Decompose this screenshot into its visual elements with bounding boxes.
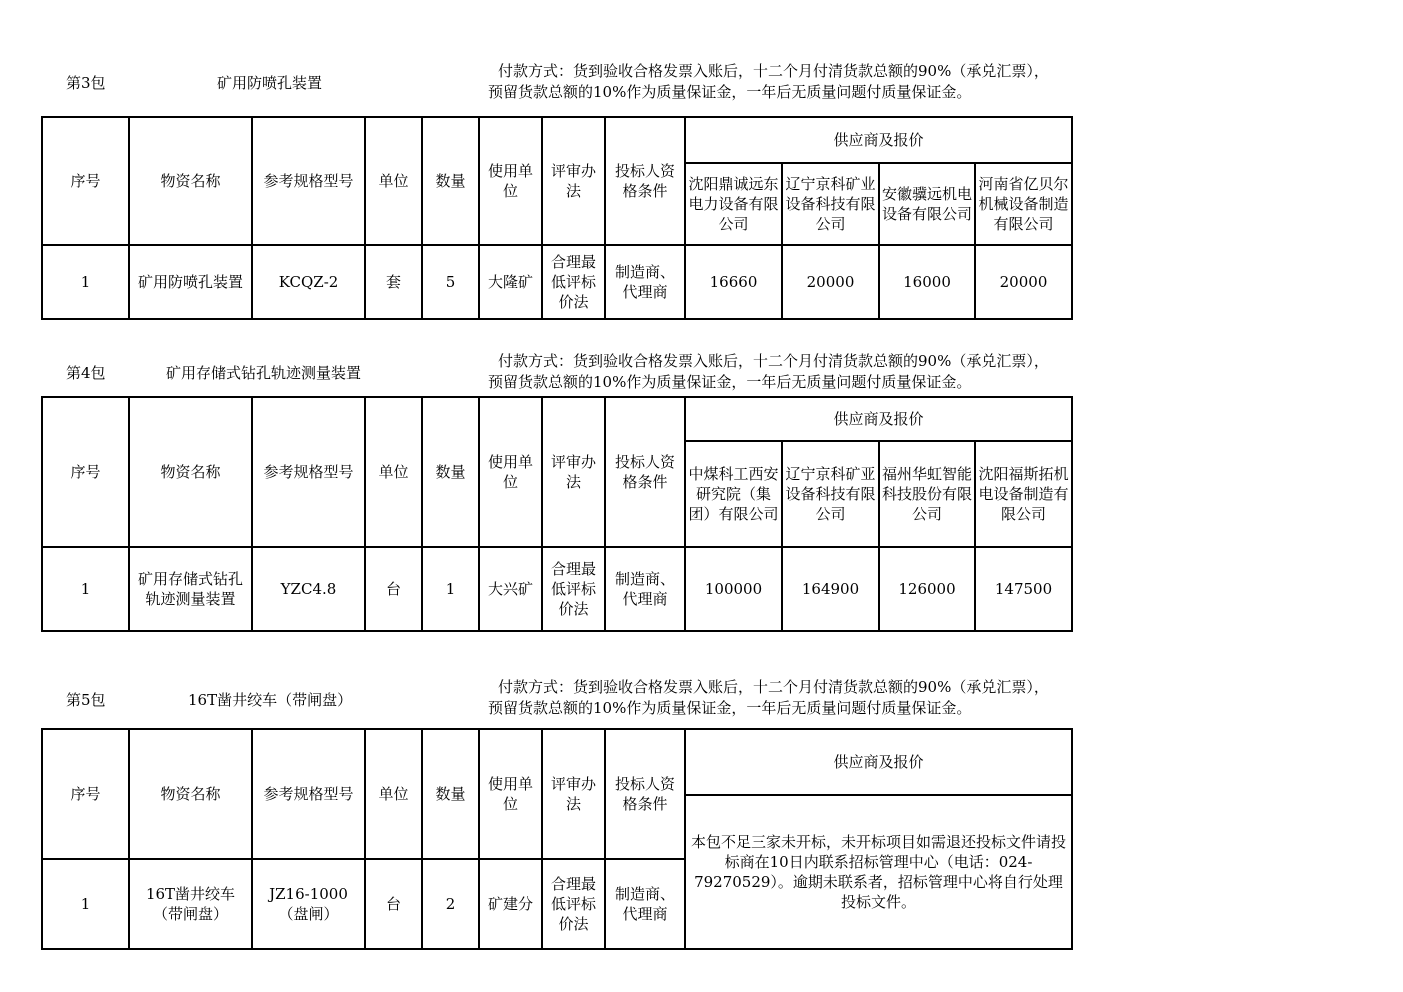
header-seq: 序号 <box>42 397 129 547</box>
cell-price: 16660 <box>685 245 782 319</box>
cell-qty: 2 <box>422 859 479 949</box>
package-table <box>41 116 1073 320</box>
header-supplier: 供应商及报价 <box>685 397 1072 441</box>
payment-terms: 付款方式：货到验收合格发票入账后，十二个月付清货款总额的90%（承兑汇票），预留货款总额的10%作为质量保证金，一年后无质量问题付质量保证金。 <box>488 678 1049 717</box>
header-method: 评审办法 <box>542 117 605 245</box>
package-number: 第3包 <box>66 74 106 92</box>
table-row <box>42 547 1072 631</box>
package-number: 第4包 <box>66 364 106 382</box>
cell-unit: 套 <box>365 245 422 319</box>
cell-qty: 1 <box>422 547 479 631</box>
header-user: 使用单位 <box>479 397 542 547</box>
cell-method: 合理最低评标价法 <box>542 859 605 949</box>
header-name: 物资名称 <box>129 397 252 547</box>
cell-unit: 台 <box>365 859 422 949</box>
supplier-name: 福州华虹智能科技股份有限公司 <box>879 441 975 547</box>
cell-price: 147500 <box>975 547 1072 631</box>
cell-qualification: 制造商、代理商 <box>605 859 685 949</box>
package-table <box>41 728 1073 950</box>
supplier-name: 辽宁京科矿亚设备科技有限公司 <box>782 441 879 547</box>
supplier-name: 河南省亿贝尔机械设备制造有限公司 <box>975 163 1072 245</box>
cell-spec: KCQZ-2 <box>252 245 365 319</box>
header-qualification: 投标人资格条件 <box>605 397 685 547</box>
cell-qualification: 制造商、代理商 <box>605 245 685 319</box>
cell-price: 20000 <box>975 245 1072 319</box>
cell-method: 合理最低评标价法 <box>542 245 605 319</box>
header-supplier: 供应商及报价 <box>685 117 1072 163</box>
header-unit: 单位 <box>365 117 422 245</box>
header-supplier: 供应商及报价 <box>685 729 1072 795</box>
cell-user: 矿建分 <box>479 859 542 949</box>
header-qualification: 投标人资格条件 <box>605 729 685 859</box>
cell-qualification: 制造商、代理商 <box>605 547 685 631</box>
supplier-name: 沈阳福斯拓机电设备制造有限公司 <box>975 441 1072 547</box>
payment-terms: 付款方式：货到验收合格发票入账后，十二个月付清货款总额的90%（承兑汇票），预留货款总额的10%作为质量保证金，一年后无质量问题付质量保证金。 <box>488 62 1049 101</box>
cell-price: 16000 <box>879 245 975 319</box>
cell-unit: 台 <box>365 547 422 631</box>
cell-user: 大隆矿 <box>479 245 542 319</box>
cell-price: 100000 <box>685 547 782 631</box>
cell-price: 20000 <box>782 245 879 319</box>
header-spec: 参考规格型号 <box>252 729 365 859</box>
cell-seq: 1 <box>42 547 129 631</box>
header-unit: 单位 <box>365 397 422 547</box>
package-title: 矿用防喷孔装置 <box>217 74 323 92</box>
cell-name: 矿用存储式钻孔轨迹测量装置 <box>129 547 252 631</box>
package-table <box>41 396 1073 632</box>
cell-price: 164900 <box>782 547 879 631</box>
supplier-name: 中煤科工西安研究院（集团）有限公司 <box>685 441 782 547</box>
cell-name: 矿用防喷孔装置 <box>129 245 252 319</box>
package-number: 第5包 <box>66 691 106 709</box>
payment-terms: 付款方式：货到验收合格发票入账后，十二个月付清货款总额的90%（承兑汇票），预留货款总额的10%作为质量保证金，一年后无质量问题付质量保证金。 <box>488 352 1049 391</box>
header-user: 使用单位 <box>479 729 542 859</box>
header-qty: 数量 <box>422 397 479 547</box>
cell-seq: 1 <box>42 245 129 319</box>
table-row <box>42 245 1072 319</box>
cell-qty: 5 <box>422 245 479 319</box>
cell-user: 大兴矿 <box>479 547 542 631</box>
package-title: 16T凿井绞车（带闸盘） <box>188 691 353 709</box>
header-method: 评审办法 <box>542 729 605 859</box>
supplier-name: 沈阳鼎诚远东电力设备有限公司 <box>685 163 782 245</box>
cell-method: 合理最低评标价法 <box>542 547 605 631</box>
header-name: 物资名称 <box>129 729 252 859</box>
header-unit: 单位 <box>365 729 422 859</box>
header-seq: 序号 <box>42 117 129 245</box>
header-name: 物资名称 <box>129 117 252 245</box>
supplier-name: 辽宁京科矿业设备科技有限公司 <box>782 163 879 245</box>
header-qty: 数量 <box>422 117 479 245</box>
cell-spec: JZ16-1000（盘闸） <box>252 859 365 949</box>
header-method: 评审办法 <box>542 397 605 547</box>
header-qty: 数量 <box>422 729 479 859</box>
header-spec: 参考规格型号 <box>252 397 365 547</box>
cell-name: 16T凿井绞车（带闸盘） <box>129 859 252 949</box>
header-user: 使用单位 <box>479 117 542 245</box>
header-spec: 参考规格型号 <box>252 117 365 245</box>
header-qualification: 投标人资格条件 <box>605 117 685 245</box>
header-seq: 序号 <box>42 729 129 859</box>
supplier-name: 安徽骥远机电设备有限公司 <box>879 163 975 245</box>
cell-price: 126000 <box>879 547 975 631</box>
not-opened-note: 本包不足三家未开标，未开标项目如需退还投标文件请投标商在10日内联系招标管理中心（电话：024-79270529）。逾期未联系者，招标管理中心将自行处理投标文件。 <box>685 795 1072 949</box>
cell-spec: YZC4.8 <box>252 547 365 631</box>
package-title: 矿用存储式钻孔轨迹测量装置 <box>166 364 362 382</box>
cell-seq: 1 <box>42 859 129 949</box>
